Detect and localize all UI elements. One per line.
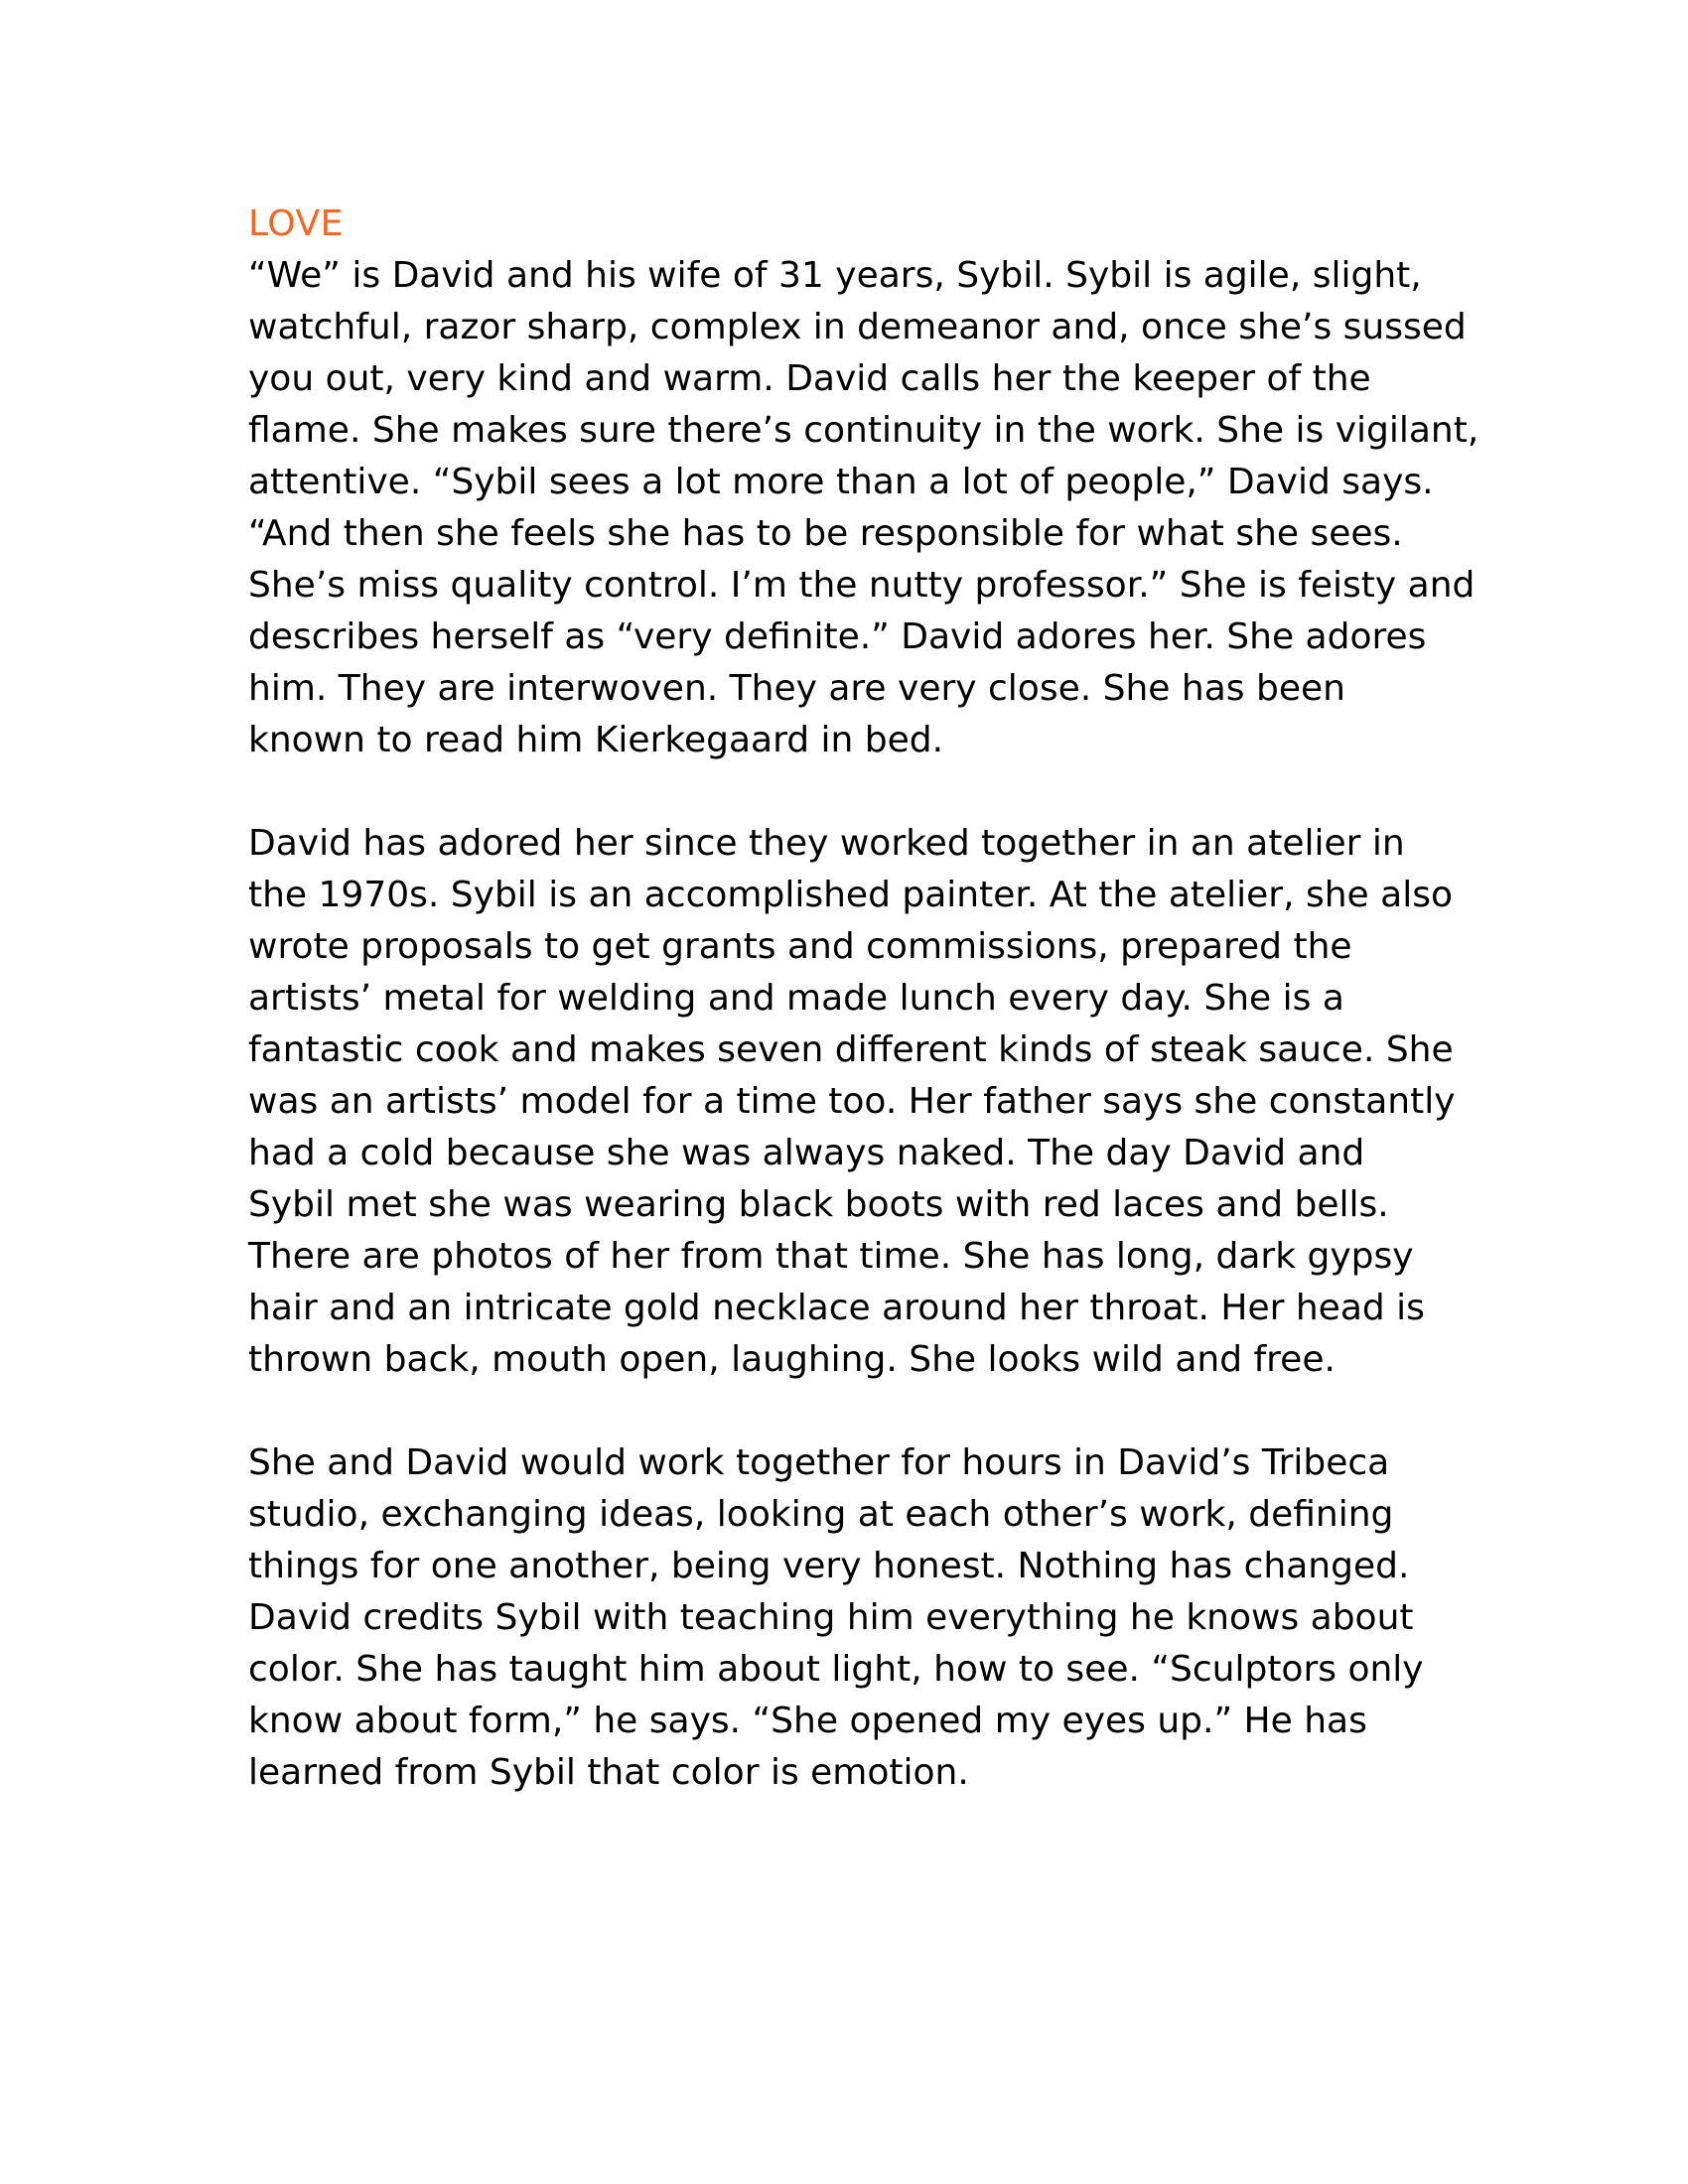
paragraph	[248, 1437, 1470, 1799]
text-line: She and David would work together for hours in David’s Tribeca	[248, 1442, 1390, 1483]
text-line: “We” is David and his wife of 31 years, Sybil. Sybil is agile, slight,	[248, 255, 1422, 296]
text-line: flame. She makes sure there’s continuity in the work. She is vigilant,	[248, 410, 1479, 451]
text-line: “And then she feels she has to be responsible for what she sees.	[248, 513, 1403, 554]
text-line: hair and an intricate gold necklace around her throat. Her head is	[248, 1288, 1425, 1328]
text-line: known to read him Kierkegaard in bed.	[248, 720, 944, 760]
text-line: you out, very kind and warm. David calls her the keeper of the	[248, 358, 1371, 399]
text-line: describes herself as “very definite.” David adores her. She adores	[248, 616, 1427, 657]
text-line: had a cold because she was always naked. The day David and	[248, 1133, 1365, 1173]
text-line: She’s miss quality control. I’m the nutty professor.” She is feisty and	[248, 565, 1476, 606]
text-line: was an artists’ model for a time too. Her father says she constantly	[248, 1081, 1456, 1122]
text-line: him. They are interwoven. They are very close. She has been	[248, 668, 1345, 709]
text-line: fantastic cook and makes seven different kinds of steak sauce. She	[248, 1029, 1454, 1070]
text-line: things for one another, being very honest. Nothing has changed.	[248, 1546, 1410, 1586]
text-line: studio, exchanging ideas, looking at each other’s work, defining	[248, 1494, 1394, 1535]
paragraph	[248, 818, 1470, 1386]
text-line: Sybil met she was wearing black boots with red laces and bells.	[248, 1184, 1389, 1225]
text-line: the 1970s. Sybil is an accomplished painter. At the atelier, she also	[248, 875, 1453, 915]
text-line: artists’ metal for welding and made lunch every day. She is a	[248, 978, 1344, 1019]
text-line: wrote proposals to get grants and commissions, prepared the	[248, 926, 1352, 967]
text-line: thrown back, mouth open, laughing. She looks wild and free.	[248, 1339, 1336, 1380]
text-line: David has adored her since they worked together in an atelier in	[248, 823, 1405, 864]
text-line: attentive. “Sybil sees a lot more than a lot of people,” David says.	[248, 462, 1434, 502]
text-line: There are photos of her from that time. She has long, dark gypsy	[248, 1236, 1414, 1277]
paragraph	[248, 250, 1479, 766]
text-line: color. She has taught him about light, how to see. “Sculptors only	[248, 1649, 1424, 1690]
section-title: LOVE	[248, 204, 344, 244]
text-line: know about form,” he says. “She opened my eyes up.” He has	[248, 1701, 1367, 1741]
document-body	[248, 199, 1479, 1799]
text-line: David credits Sybil with teaching him everything he knows about	[248, 1597, 1414, 1638]
text-line: learned from Sybil that color is emotion.	[248, 1752, 969, 1793]
text-line: watchful, razor sharp, complex in demeanor and, once she’s sussed	[248, 307, 1467, 347]
paragraphs	[248, 250, 1479, 1799]
